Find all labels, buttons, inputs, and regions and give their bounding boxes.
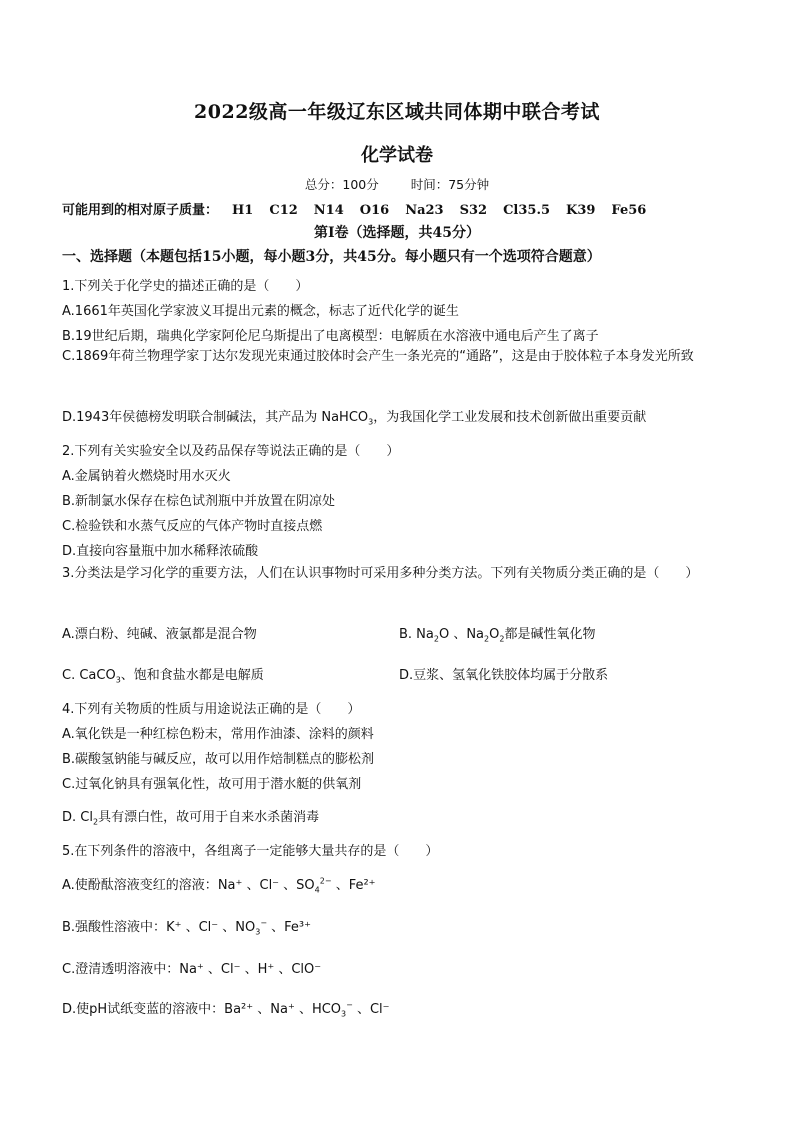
section-title: 一、选择题（本题包括15小题，每小题3分，共45分。每小题只有一个选项符合题意） <box>62 249 601 265</box>
q3-option-c <box>62 664 264 683</box>
q2-stem: 2.下列有关实验安全以及药品保存等说法正确的是（ ） <box>62 444 400 459</box>
q5-d-ions: Ba²⁺ 、Na⁺ 、HCO <box>224 1002 342 1017</box>
q3-b-post: 都是碱性氧化物 <box>504 627 596 642</box>
q4-option-a: A.氧化铁是一种红棕色粉末，常用作油漆、涂料的颜料 <box>62 727 374 742</box>
q2-option-a: A.金属钠着火燃烧时用水灭火 <box>62 469 231 484</box>
q5-b-sub: 3 <box>255 927 261 937</box>
q3-b-sub: 2 <box>433 634 439 644</box>
element-mass: Na23 <box>405 203 444 218</box>
q5-a-ions: Na⁺ 、Cl⁻ 、SO <box>217 878 315 893</box>
q4-stem: 4.下列有关物质的性质与用途说法正确的是（ ） <box>62 702 361 717</box>
q5-b-post: 、Fe³⁺ <box>267 920 312 935</box>
q1-option-a: A.1661年英国化学家波义耳提出元素的概念，标志了近代化学的诞生 <box>62 304 459 319</box>
element-mass: Fe56 <box>611 203 647 218</box>
q5-c-text: C.澄清透明溶液中： <box>62 962 180 977</box>
q5-d-sup: − <box>346 1000 353 1010</box>
q3-option-a: A.漂白粉、纯碱、液氯都是混合物 <box>62 627 257 642</box>
q3-b-sub: 2 <box>499 634 505 644</box>
q5-stem: 5.在下列条件的溶液中，各组离子一定能够大量共存的是（ ） <box>62 844 439 859</box>
q3-c-post: 、饱和食盐水都是电解质 <box>120 668 264 683</box>
q5-a-sub: 4 <box>314 885 320 895</box>
element-mass: K39 <box>566 203 596 218</box>
q5-a-post: 、Fe²⁺ <box>331 878 376 893</box>
q3-c-sub: 3 <box>115 675 121 685</box>
q5-d-post: 、Cl⁻ <box>352 1002 390 1017</box>
q4-option-c: C.过氧化钠具有强氧化性，故可用于潜水艇的供氧剂 <box>62 777 362 792</box>
q3-b-mid: O <box>489 627 500 642</box>
part-title: 第Ⅰ卷（选择题，共45分） <box>313 225 481 241</box>
element-mass: O16 <box>359 203 390 218</box>
q3-option-d: D.豆浆、氢氧化铁胶体均属于分散系 <box>399 668 609 683</box>
exam-time: 时间：75分钟 <box>410 177 490 192</box>
element-mass: C12 <box>269 203 298 218</box>
q3-c-text: C. CaCO <box>62 668 116 683</box>
q4-d-sub: 2 <box>92 817 99 827</box>
element-mass: Cl35.5 <box>503 203 551 218</box>
atomic-mass-label: 可能用到的相对原子质量： <box>62 203 219 218</box>
q3-b-text: B. Na <box>399 627 434 642</box>
q5-b-ions: K⁺ 、Cl⁻ 、NO <box>166 920 256 935</box>
q3-stem: 3.分类法是学习化学的重要方法，人们在认识事物时可采用多种分类方法。下列有关物质分类正确的是（ ） <box>62 566 699 581</box>
q5-a-sup: 2− <box>319 876 332 886</box>
q2-option-b: B.新制氯水保存在棕色试剂瓶中并放置在阴凉处 <box>62 494 336 509</box>
q4-option-d <box>62 806 319 825</box>
q3-b-sub: 2 <box>484 634 490 644</box>
q4-d-text: D. Cl <box>62 810 93 825</box>
q1-option-d <box>62 406 646 425</box>
q5-d-sub: 3 <box>341 1009 347 1019</box>
q5-option-d <box>62 998 390 1017</box>
exam-subtitle: 化学试卷 <box>361 145 433 166</box>
q1-option-c: C.1869年荷兰物理学家丁达尔发现光束通过胶体时会产生一条光亮的“通路”，这是由于胶体粒子本身发光所致 <box>62 349 694 364</box>
q5-a-text: A.使酚酞溶液变红的溶液： <box>62 878 218 893</box>
q1-stem: 1.下列关于化学史的描述正确的是（ ） <box>62 279 309 294</box>
q2-option-d: D.直接向容量瓶中加水稀释浓硫酸 <box>62 544 259 559</box>
q3-b-mid: O 、Na <box>438 627 485 642</box>
element-mass: N14 <box>313 203 344 218</box>
q1-option-b: B.19世纪后期，瑞典化学家阿伦尼乌斯提出了电离模型：电解质在水溶液中通电后产生了离子 <box>62 329 599 344</box>
element-mass: H1 <box>232 203 254 218</box>
q5-b-text: B.强酸性溶液中： <box>62 920 167 935</box>
q5-b-sup: − <box>260 918 268 928</box>
exam-meta <box>0 175 794 193</box>
q5-option-c <box>62 958 321 977</box>
q1-d-sub: 3 <box>368 417 374 427</box>
q4-option-b: B.碳酸氢钠能与碱反应，故可以用作焙制糕点的膨松剂 <box>62 752 375 767</box>
q3-option-b <box>399 623 595 642</box>
total-score: 总分：100分 <box>304 177 379 192</box>
exam-title: 2022级高一年级辽东区域共同体期中联合考试 <box>194 101 600 123</box>
atomic-mass-line <box>62 199 662 218</box>
q1-d-text: D.1943年侯德榜发明联合制碱法，其产品为 NaHCO <box>62 410 369 425</box>
q5-c-ions: Na⁺ 、Cl⁻ 、H⁺ 、ClO⁻ <box>179 962 322 977</box>
element-mass: S32 <box>459 203 488 218</box>
q2-option-c: C.检验铁和水蒸气反应的气体产物时直接点燃 <box>62 519 323 534</box>
q1-d-post: ，为我国化学工业发展和技术创新做出重要贡献 <box>373 410 647 425</box>
q5-option-b <box>62 916 311 935</box>
q5-option-a <box>62 874 376 893</box>
q5-d-text: D.使pH试纸变蓝的溶液中： <box>62 1002 225 1017</box>
q4-d-post: 具有漂白性，故可用于自来水杀菌消毒 <box>98 810 320 825</box>
